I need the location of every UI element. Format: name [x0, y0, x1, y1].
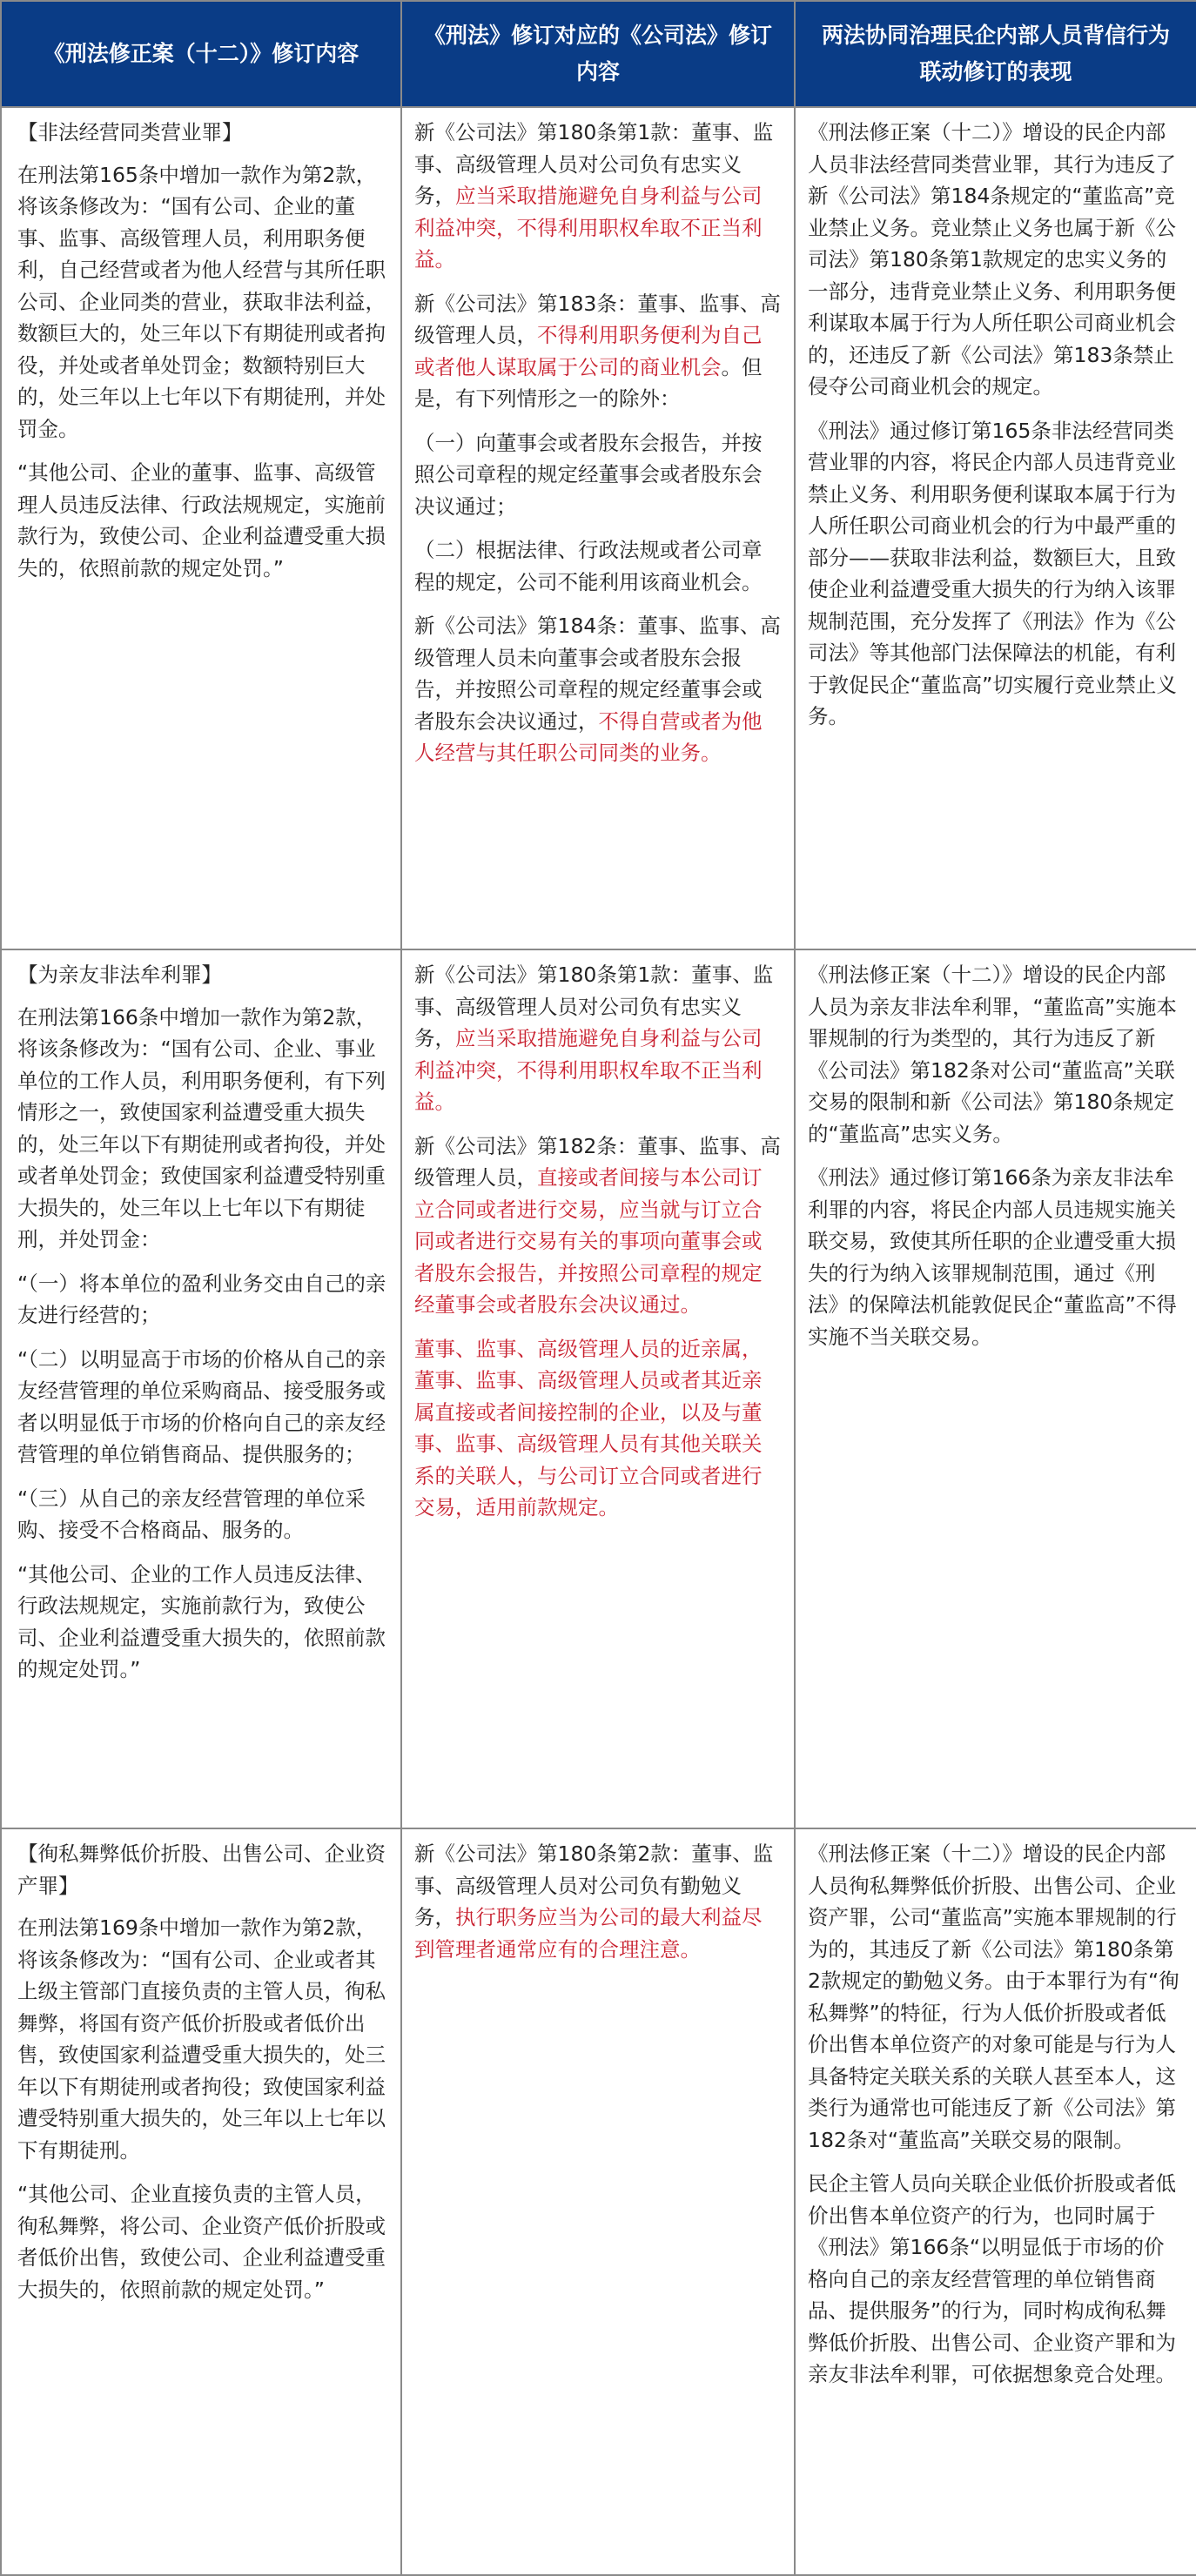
paragraph: “（二）以明显高于市场的价格从自己的亲友经营管理的单位采购商品、接受服务或者以明显低于市场的价格向自己的亲友经营管理的单位销售商品、提供服务的； [17, 1346, 386, 1466]
paragraph: 新《公司法》第184条：董事、监事、高级管理人员未向董事会或者股东会报告，并按照公司章程的规定经董事会或者股东会决议通过，不得自营或者为他人经营与其任职公司同类的业务。 [414, 614, 781, 765]
amendment-cell [1, 107, 401, 949]
paragraph: 在刑法第166条中增加一款作为第2款，将该条修改为：“国有公司、企业、事业单位的工作人员，利用职务便利，有下列情形之一，致使国家利益遭受重大损失的，处三年以下有期徒刑或者拘役，并处或者单处罚金；致使国家利益遭受特别重大损失的，处三年以上七年以下有期徒刑，并处罚金： [17, 1004, 386, 1251]
paragraph: 在刑法第169条中增加一款作为第2款，将该条修改为：“国有公司、企业或者其上级主管部门直接负责的主管人员，徇私舞弊，将国有资产低价折股或者低价出售，致使国家利益遭受重大损失的，处三年以下有期徒刑或者拘役；致使国家利益遭受特别重大损失的，处三年以上七年以下有期徒刑。 [17, 1915, 386, 2163]
paragraph: 新《公司法》第180条第2款：董事、监事、高级管理人员对公司负有勤勉义务，执行职务应当为公司的最大利益尽到管理者通常应有的合理注意。 [414, 1841, 774, 1962]
paragraph: 《刑法修正案（十二）》增设的民企内部人员非法经营同类营业罪，其行为违反了新《公司法》第184条规定的“董监高”竞业禁止义务。竞业禁止义务也属于新《公司法》第180条第1款规定的忠实义务的一部分，违背竞业禁止义务、利用职务便利谋取本属于行为人所任职公司商业机会的，还违反了新《公司法》第183条禁止侵夺公司商业机会的规定。 [808, 120, 1176, 399]
paragraph: “其他公司、企业的董事、监事、高级管理人员违反法律、行政法规规定，实施前款行为，致使公司、企业利益遭受重大损失的，依照前款的规定处罚。” [17, 460, 386, 580]
linkage-cell [795, 107, 1196, 949]
crime-title: 【徇私舞弊低价折股、出售公司、企业资产罪】 [17, 1841, 386, 1898]
paragraph: 新《公司法》第180条第1款：董事、监事、高级管理人员对公司负有忠实义务，应当采取措施避免自身利益与公司利益冲突，不得利用职权牟取不正当利益。 [414, 963, 774, 1114]
paragraph [414, 1333, 782, 1524]
highlight-text: 不得自营或者为他人经营与其任职公司同类的业务。 [414, 708, 763, 765]
company-law-cell [401, 1828, 795, 2575]
header-linkage: 两法协同治理民企内部人员背信行为联动修订的表现 [795, 1, 1196, 107]
paragraph: 新《公司法》第183条：董事、监事、高级管理人员，不得利用职务便利为自己或者他人谋取属于公司的商业机会。但是，有下列情形之一的除外： [414, 291, 781, 411]
paragraph: “其他公司、企业的工作人员违反法律、行政法规规定，实施前款行为，致使公司、企业利益遭受重大损失的，依照前款的规定处罚。” [17, 1561, 386, 1681]
paragraph: 新《公司法》第180条第1款：董事、监事、高级管理人员对公司负有忠实义务，应当采取措施避免自身利益与公司利益冲突，不得利用职权牟取不正当利益。 [414, 120, 774, 272]
company-law-cell [401, 107, 795, 949]
highlight-text: 不得利用职务便利为自己或者他人谋取属于公司的商业机会 [414, 323, 763, 379]
paragraph: 《刑法修正案（十二）》增设的民企内部人员为亲友非法牟利罪，“董监高”实施本罪规制的行为类型的，其行为违反了新《公司法》第182条对公司“董监高”关联交易的限制和新《公司法》第180条规定的“董监高”忠实义务。 [808, 963, 1177, 1146]
table-row [1, 107, 1196, 949]
highlight-text: 执行职务应当为公司的最大利益尽到管理者通常应有的合理注意。 [414, 1905, 763, 1962]
highlight-text: 应当采取措施避免自身利益与公司利益冲突，不得利用职权牟取不正当利益。 [414, 184, 763, 272]
linkage-cell [795, 1828, 1196, 2575]
header-amendment: 《刑法修正案（十二）》修订内容 [1, 1, 401, 107]
highlight-text: 直接或者间接与本公司订立合同或者进行交易，应当就与订立合同或者进行交易有关的事项向董事会或者股东会报告，并按照公司章程的规定经董事会或者股东会决议通过。 [414, 1165, 763, 1317]
paragraph: 《刑法》通过修订第166条为亲友非法牟利罪的内容，将民企内部人员违规实施关联交易，致使其所任职的企业遭受重大损失的行为纳入该罪规制范围，通过《刑法》的保障法机能敦促民企“董监高”不得实施不当关联交易。 [808, 1165, 1177, 1349]
header-company-law: 《刑法》修订对应的《公司法》修订内容 [401, 1, 795, 107]
linkage-cell [795, 949, 1196, 1828]
table-header-row [1, 1, 1196, 107]
paragraph: 《刑法》通过修订第165条非法经营同类营业罪的内容，将民企内部人员违背竞业禁止义务、利用职务便利谋取本属于行为人所任职公司商业机会的行为中最严重的部分——获取非法利益，数额巨大，且致使企业利益遭受重大损失的行为纳入该罪规制范围，充分发挥了《刑法》作为《公司法》等其他部门法保障法的机能，有利于敦促民企“董监高”切实履行竞业禁止义务。 [808, 418, 1177, 728]
paragraph: 在刑法第165条中增加一款作为第2款，将该条修改为：“国有公司、企业的董事、监事、高级管理人员，利用职务便利，自己经营或者为他人经营与其所任职公司、企业同类的营业，获取非法利益，数额巨大的，处三年以下有期徒刑或者拘役，并处或者单处罚金；数额特别巨大的，处三年以上七年以下有期徒刑，并处罚金。 [17, 162, 386, 441]
amendment-cell [1, 1828, 401, 2575]
paragraph: “其他公司、企业直接负责的主管人员，徇私舞弊，将公司、企业资产低价折股或者低价出售，致使公司、企业利益遭受重大损失的，依照前款的规定处罚。” [17, 2182, 386, 2302]
highlight-text: 董事、监事、高级管理人员的近亲属，董事、监事、高级管理人员或者其近亲属直接或者间接控制的企业，以及与董事、监事、高级管理人员有其他关联关系的关联人，与公司订立合同或者进行交易，适用前款规定。 [414, 1336, 763, 1519]
paragraph: （一）向董事会或者股东会报告，并按照公司章程的规定经董事会或者股东会决议通过； [414, 430, 763, 519]
crime-title: 【非法经营同类营业罪】 [17, 120, 243, 144]
paragraph: “（三）从自己的亲友经营管理的单位采购、接受不合格商品、服务的。 [17, 1486, 366, 1542]
paragraph: 民企主管人员向关联企业低价折股或者低价出售本单位资产的行为，也同时属于《刑法》第166条“以明显低于市场的价格向自己的亲友经营管理的单位销售商品、提供服务”的行为，同时构成徇私舞弊低价折股、出售公司、企业资产罪和为亲友非法牟利罪，可依据想象竞合处理。 [808, 2171, 1176, 2386]
paragraph: （二）根据法律、行政法规或者公司章程的规定，公司不能利用该商业机会。 [414, 538, 763, 594]
paragraph: “（一）将本单位的盈利业务交由自己的亲友进行经营的； [17, 1271, 386, 1327]
table-row [1, 1828, 1196, 2575]
paragraph: 《刑法修正案（十二）》增设的民企内部人员徇私舞弊低价折股、出售公司、企业资产罪，公司“董监高”实施本罪规制的行为的，其违反了新《公司法》第180条第2款规定的勤勉义务。由于本罪行为有“徇私舞弊”的特征，行为人低价折股或者低价出售本单位资产的对象可能是与行为人具备特定关联关系的关联人甚至本人，这类行为通常也可能违反了新《公司法》第182条对“董监高”关联交易的限制。 [808, 1841, 1179, 2152]
highlight-text: 应当采取措施避免自身利益与公司利益冲突，不得利用职权牟取不正当利益。 [414, 1026, 763, 1114]
table-row [1, 949, 1196, 1828]
amendment-cell [1, 949, 401, 1828]
crime-title: 【为亲友非法牟利罪】 [17, 963, 222, 987]
paragraph: 新《公司法》第182条：董事、监事、高级管理人员，直接或者间接与本公司订立合同或者进行交易，应当就与订立合同或者进行交易有关的事项向董事会或者股东会报告，并按照公司章程的规定经董事会或者股东会决议通过。 [414, 1133, 781, 1317]
company-law-cell [401, 949, 795, 1828]
